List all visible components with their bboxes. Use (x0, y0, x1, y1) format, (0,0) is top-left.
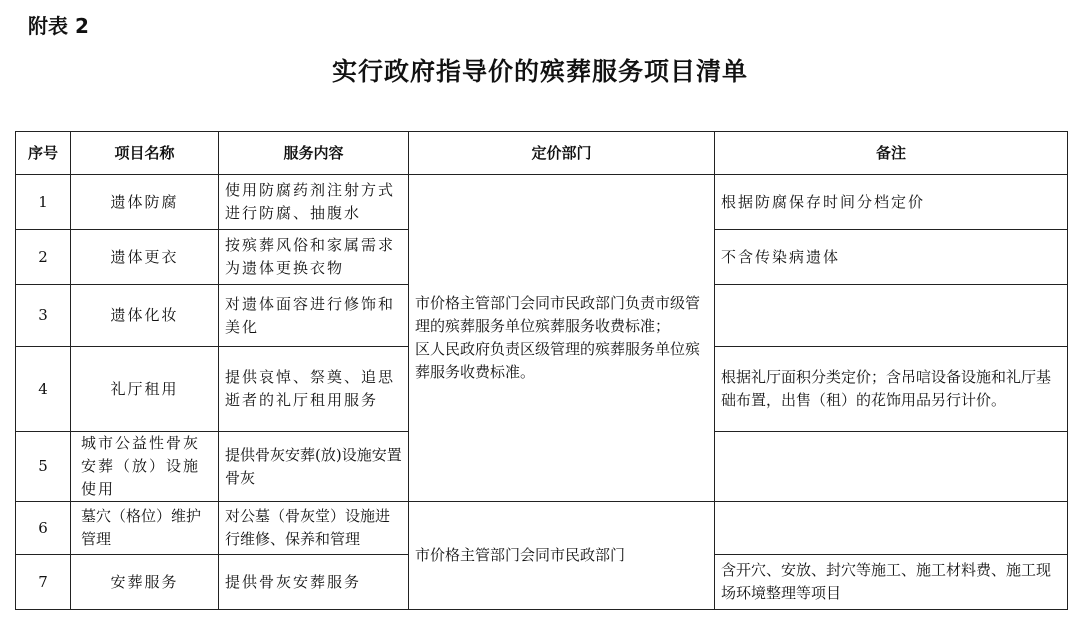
remark: 根据防腐保存时间分档定价 (715, 175, 1068, 230)
column-header-remark: 备注 (715, 132, 1068, 175)
item-name: 遗体更衣 (71, 230, 219, 285)
item-name: 城市公益性骨灰安葬（放）设施使用 (71, 432, 219, 502)
column-header-item-name: 项目名称 (71, 132, 219, 175)
table-row (16, 502, 1068, 555)
remark (715, 502, 1068, 555)
remark: 不含传染病遗体 (715, 230, 1068, 285)
item-name: 礼厅租用 (71, 347, 219, 432)
service-items-table (15, 131, 1068, 610)
item-name: 遗体防腐 (71, 175, 219, 230)
row-number: 7 (16, 555, 71, 610)
remark (715, 285, 1068, 347)
service-content: 提供骨灰安葬(放)设施安置骨灰 (219, 432, 409, 502)
row-number: 5 (16, 432, 71, 502)
item-name: 安葬服务 (71, 555, 219, 610)
item-name: 墓穴（格位）维护管理 (71, 502, 219, 555)
pricing-dept-municipal: 市价格主管部门会同市民政部门 (409, 502, 715, 610)
row-number: 6 (16, 502, 71, 555)
table-row (16, 175, 1068, 230)
attachment-label: 附表 2 (28, 14, 89, 38)
service-content: 按殡葬风俗和家属需求为遗体更换衣物 (219, 230, 409, 285)
column-header-service-content: 服务内容 (219, 132, 409, 175)
remark (715, 432, 1068, 502)
column-header-pricing-dept: 定价部门 (409, 132, 715, 175)
pricing-dept-municipal-district: 市价格主管部门会同市民政部门负责市级管理的殡葬服务单位殡葬服务收费标准； 区人民政府负责区级管理的殡葬服务单位殡葬服务收费标准。 (409, 175, 715, 502)
column-header-number: 序号 (16, 132, 71, 175)
row-number: 3 (16, 285, 71, 347)
service-content: 对公墓（骨灰堂）设施进行维修、保养和管理 (219, 502, 409, 555)
service-content: 对遗体面容进行修饰和美化 (219, 285, 409, 347)
remark: 根据礼厅面积分类定价；含吊唁设备设施和礼厅基础布置，出售（租）的花饰用品另行计价。 (715, 347, 1068, 432)
row-number: 2 (16, 230, 71, 285)
service-content: 使用防腐药剂注射方式进行防腐、抽腹水 (219, 175, 409, 230)
table-header-row (16, 132, 1068, 175)
row-number: 1 (16, 175, 71, 230)
page-title: 实行政府指导价的殡葬服务项目清单 (331, 57, 748, 86)
service-content: 提供骨灰安葬服务 (219, 555, 409, 610)
remark: 含开穴、安放、封穴等施工、施工材料费、施工现场环境整理等项目 (715, 555, 1068, 610)
service-content: 提供哀悼、祭奠、追思逝者的礼厅租用服务 (219, 347, 409, 432)
item-name: 遗体化妆 (71, 285, 219, 347)
row-number: 4 (16, 347, 71, 432)
